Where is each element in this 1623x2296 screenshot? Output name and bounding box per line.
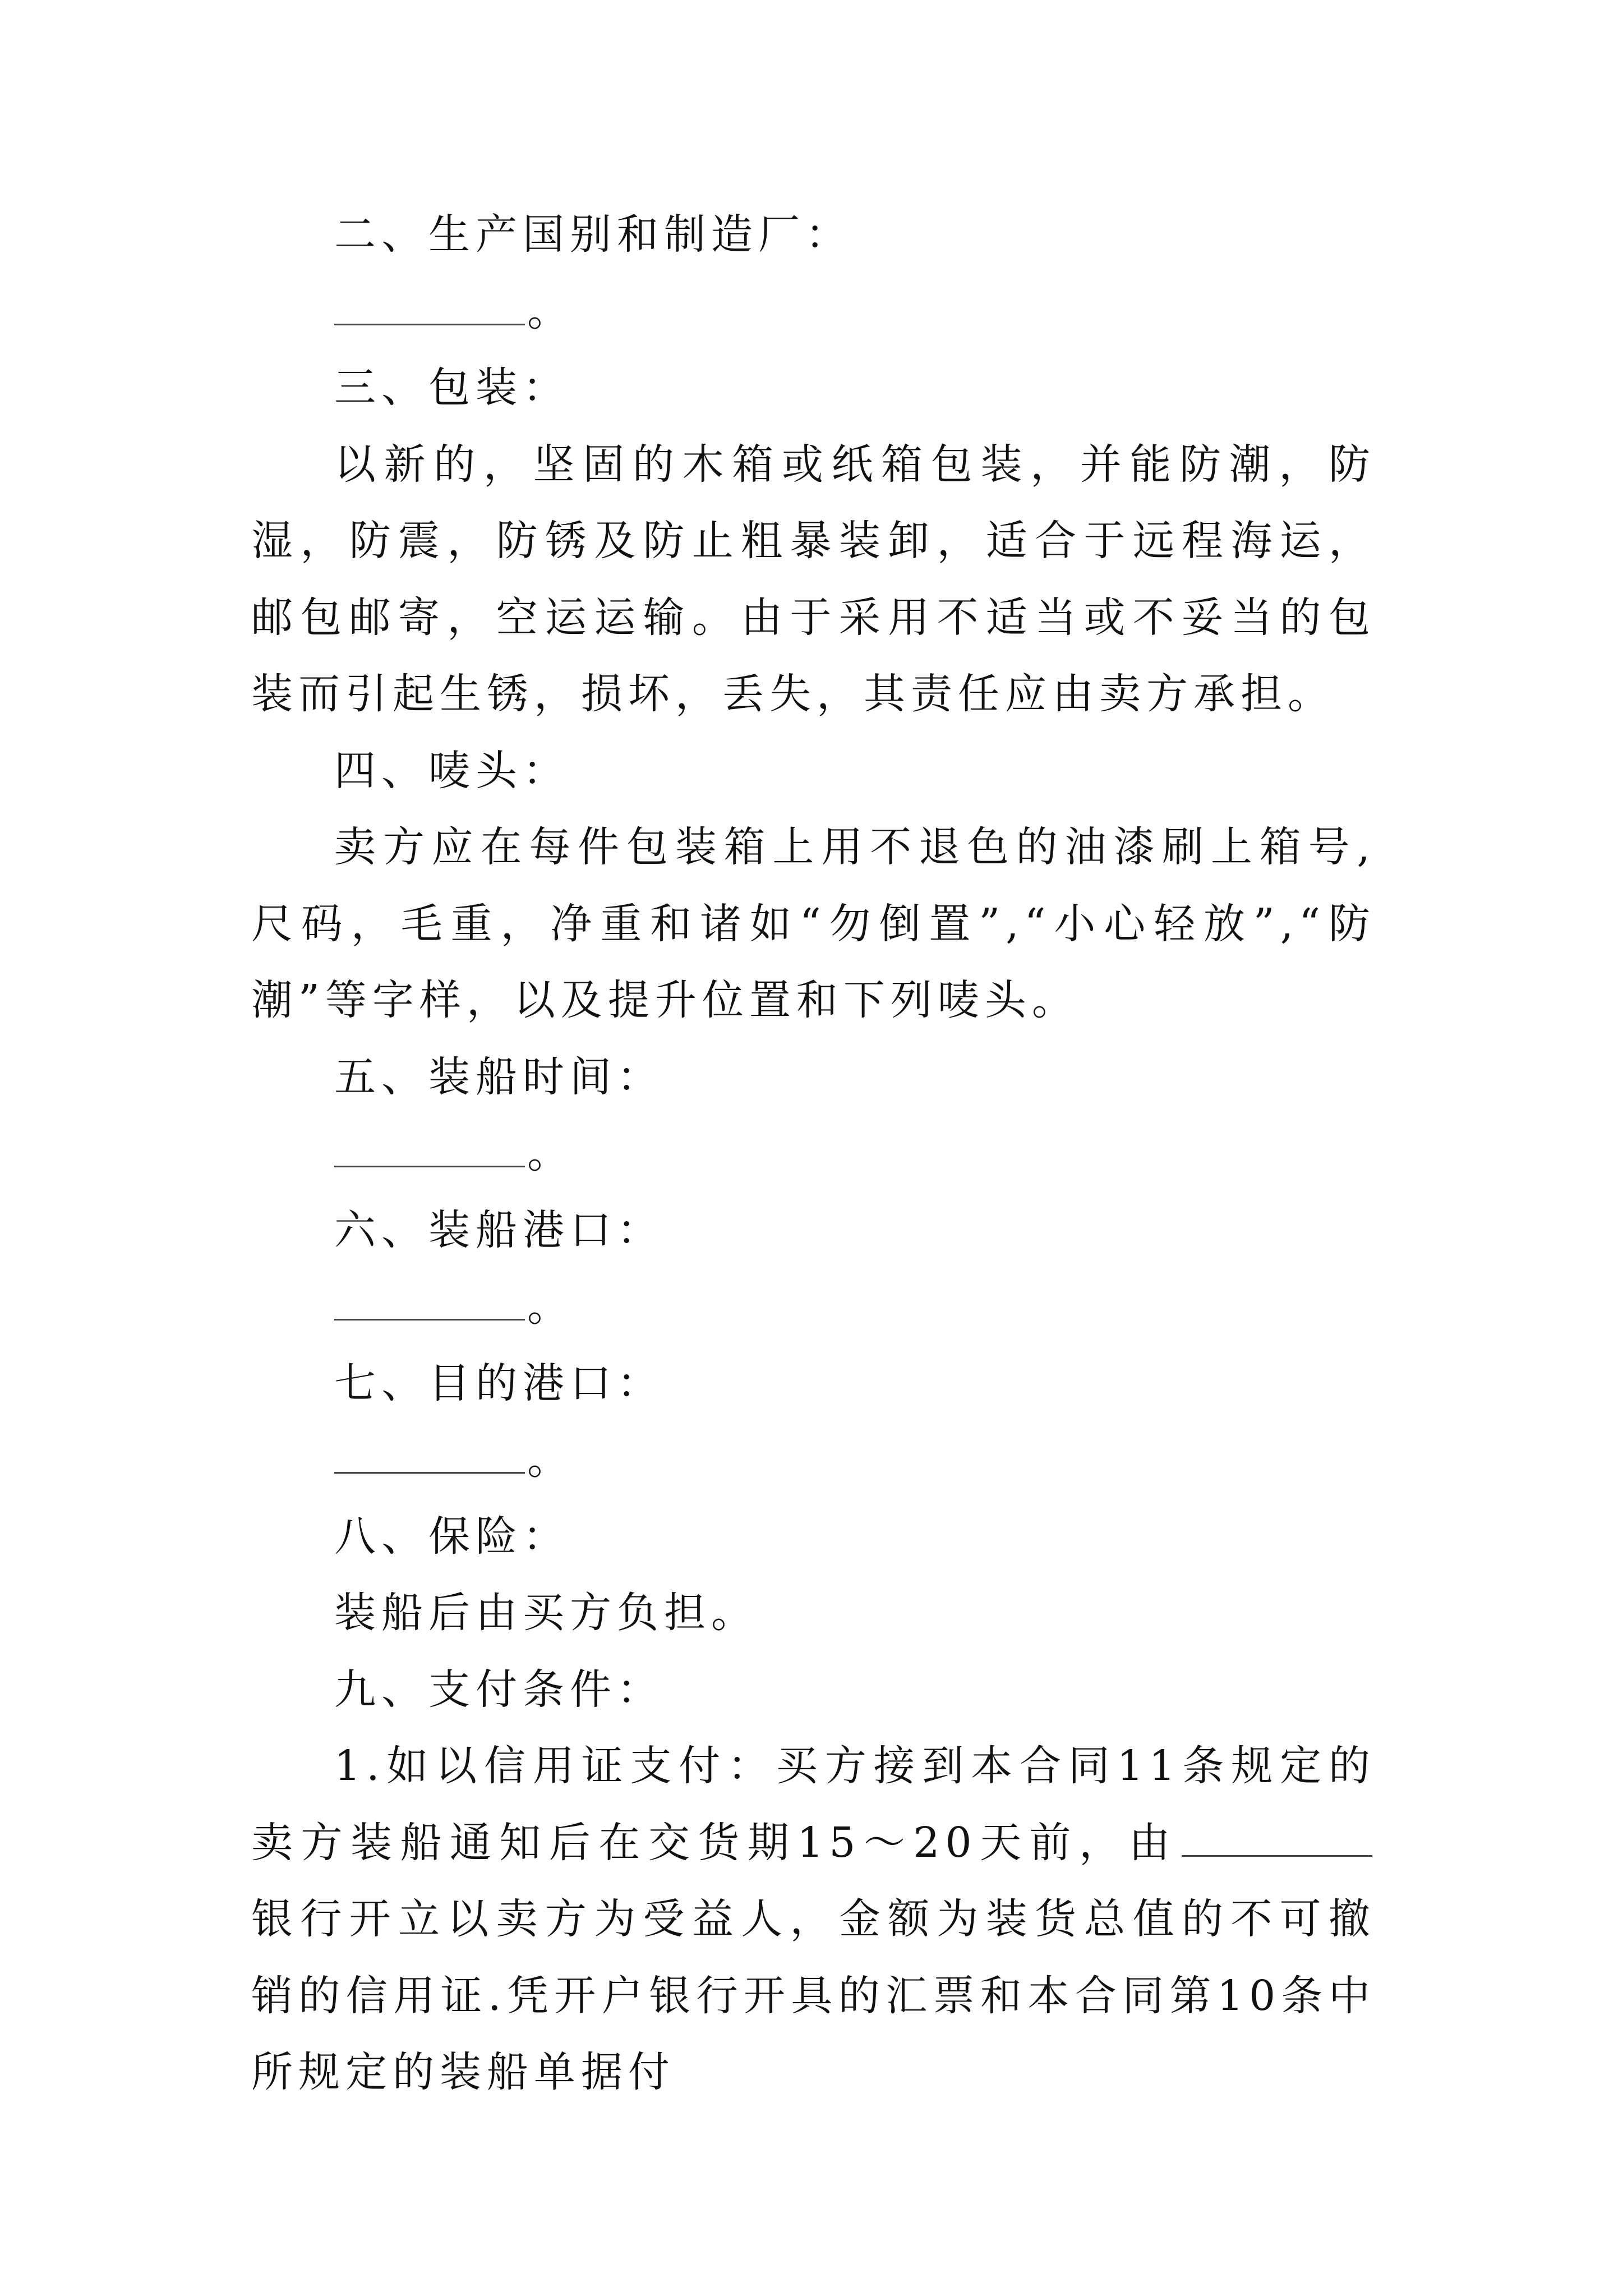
blank-fill-field bbox=[334, 1434, 525, 1474]
section-8-heading: 八、保险： bbox=[334, 1512, 570, 1561]
fill-suffix: 。 bbox=[527, 1282, 574, 1331]
fill-suffix: 。 bbox=[527, 287, 574, 335]
section-4-heading: 四、唛头： bbox=[334, 746, 570, 795]
fill-suffix: 。 bbox=[527, 1435, 574, 1484]
section-5-heading: 五、装船时间： bbox=[334, 1052, 664, 1101]
clause-1-text-after-blank: 银行开立以卖方为受益人，金额为装货总值的不可撤销的信用证.凭开户银行开具的汇票和本合同第10条中所规定的装船单据付 bbox=[251, 1895, 1376, 2096]
section-7-fill-line bbox=[251, 1421, 1376, 1498]
section-3-body: 以新的，坚固的木箱或纸箱包装，并能防潮，防湿，防震，防锈及防止粗暴装卸，适合于远程海运，邮包邮寄，空运运输。由于采用不适当或不妥当的包装而引起生锈，损坏，丢失，其责任应由卖方承担。 bbox=[251, 440, 1376, 718]
clause-1-text-before-blank: 1.如以信用证支付：买方接到本合同11条规定的卖方装船通知后在交货期15～20天前，由 bbox=[251, 1742, 1376, 1867]
fill-suffix: 。 bbox=[527, 1129, 574, 1177]
section-4-body: 卖方应在每件包装箱上用不退色的油漆刷上箱号,尺码，毛重，净重和诸如“勿倒置”,“小心轻放”,“防潮”等字样，以及提升位置和下列唛头。 bbox=[251, 823, 1376, 1024]
section-2-heading: 二、生产国别和制造厂： bbox=[334, 210, 852, 259]
section-9-heading: 九、支付条件： bbox=[334, 1665, 664, 1714]
section-7-heading: 七、目的港口： bbox=[334, 1359, 664, 1407]
section-5-fill-line bbox=[251, 1115, 1376, 1192]
blank-fill-field bbox=[334, 1281, 525, 1320]
section-3-heading: 三、包装： bbox=[334, 364, 570, 412]
blank-fill-field bbox=[334, 1128, 525, 1167]
section-6-fill-line bbox=[251, 1268, 1376, 1345]
section-8-body: 装船后由买方负担。 bbox=[334, 1589, 758, 1637]
section-2-fill-line bbox=[251, 273, 1376, 350]
blank-fill-field bbox=[334, 286, 525, 325]
document-body bbox=[251, 196, 1376, 2111]
section-6-heading: 六、装船港口： bbox=[334, 1205, 664, 1254]
section-9-clause-1 bbox=[251, 1728, 1376, 2111]
bank-name-blank bbox=[1182, 1818, 1372, 1857]
